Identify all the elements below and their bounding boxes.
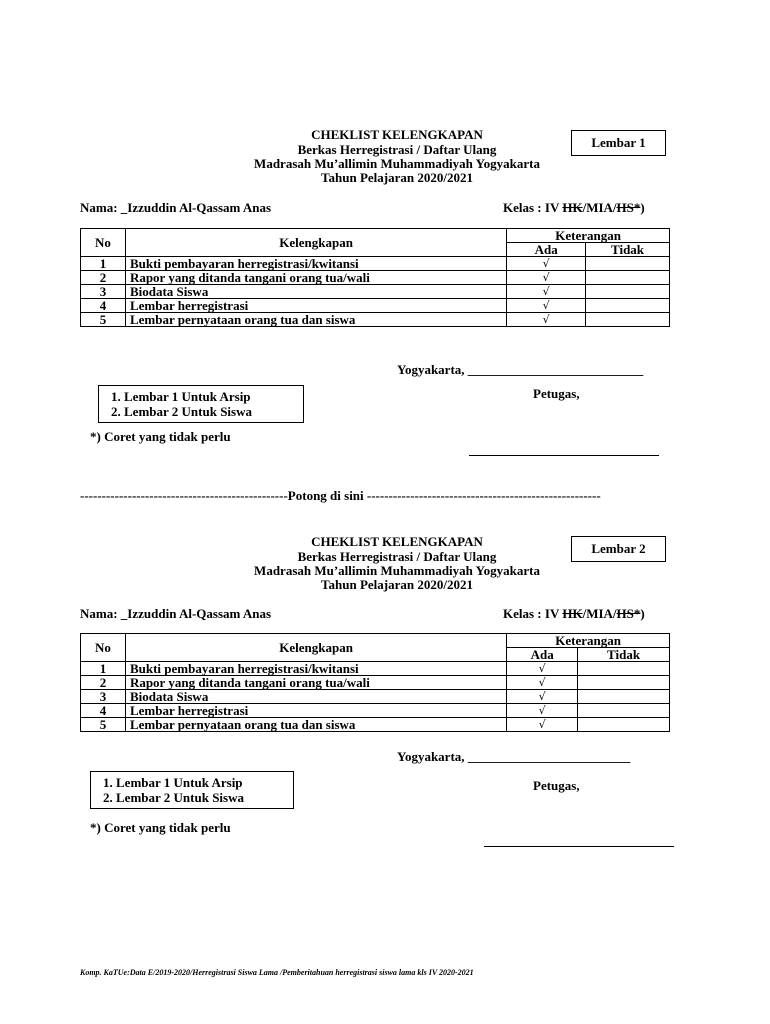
class-hs-struck: HS* [616, 200, 641, 215]
notes-box [98, 385, 304, 423]
table-row [81, 257, 670, 271]
class-hs-struck: HS* [616, 606, 641, 621]
row-tidak [586, 299, 670, 313]
row-item: Lembar pernyataan orang tua dan siswa [125, 313, 506, 327]
yogyakarta-date-line: Yogyakarta, _________________________ [397, 749, 631, 764]
col-kelengkapan-header: Kelengkapan [125, 634, 506, 662]
notes-box [90, 771, 294, 809]
class-mia: /MIA/ [582, 606, 617, 621]
table-row [81, 718, 670, 732]
col-ada-header: Ada [507, 648, 578, 662]
doc-title: CHEKLIST KELENGKAPAN [311, 534, 483, 549]
row-tidak [578, 704, 670, 718]
row-ada-check: √ [507, 271, 586, 285]
class-suffix: ) [640, 200, 645, 215]
row-no: 3 [81, 285, 126, 299]
class-hk-struck: HK [562, 606, 583, 621]
row-item: Lembar pernyataan orang tua dan siswa [125, 718, 506, 732]
note-line-1: 1. Lembar 1 Untuk Arsip [103, 775, 243, 790]
row-ada-check: √ [507, 313, 586, 327]
row-ada-check: √ [507, 676, 578, 690]
class-prefix: Kelas : IV [503, 606, 560, 621]
row-no: 2 [81, 271, 126, 285]
lembar-label: Lembar 2 [571, 536, 666, 562]
class-mia: /MIA/ [582, 200, 617, 215]
class-prefix: Kelas : IV [503, 200, 560, 215]
row-item: Biodata Siswa [125, 285, 506, 299]
row-ada-check: √ [507, 662, 578, 676]
row-tidak [578, 676, 670, 690]
table-row [81, 676, 670, 690]
row-tidak [586, 257, 670, 271]
col-no-header: No [81, 229, 126, 257]
table-row [81, 271, 670, 285]
note-line-1: 1. Lembar 1 Untuk Arsip [111, 389, 251, 404]
footer-path: Komp. KaTUe:Data E/2019-2020/Herregistrasi Siswa Lama /Pemberitahuan herregistrasi siswa lama kls IV 2020-2021 [80, 968, 474, 977]
row-item: Lembar herregistrasi [125, 299, 506, 313]
row-ada-check: √ [507, 690, 578, 704]
checklist-table [80, 228, 670, 327]
checklist-table [80, 633, 670, 732]
table-row [81, 313, 670, 327]
coret-note: *) Coret yang tidak perlu [90, 820, 231, 835]
student-name: Nama: _Izzuddin Al-Qassam Anas [80, 200, 272, 215]
doc-institution: Madrasah Mu’allimin Muhammadiyah Yogyakarta [254, 563, 540, 578]
col-kelengkapan-header: Kelengkapan [125, 229, 506, 257]
col-tidak-header: Tidak [586, 243, 670, 257]
lembar-label: Lembar 1 [571, 130, 666, 156]
signature-line [469, 455, 659, 456]
row-tidak [578, 690, 670, 704]
col-no-header: No [81, 634, 126, 662]
row-ada-check: √ [507, 718, 578, 732]
col-keterangan-header: Keterangan [507, 634, 670, 648]
row-no: 5 [81, 313, 126, 327]
row-tidak [586, 271, 670, 285]
row-item: Bukti pembayaran herregistrasi/kwitansi [125, 257, 506, 271]
doc-year: Tahun Pelajaran 2020/2021 [321, 577, 473, 592]
doc-subtitle: Berkas Herregistrasi / Daftar Ulang [297, 549, 497, 564]
doc-year: Tahun Pelajaran 2020/2021 [321, 170, 473, 185]
row-item: Biodata Siswa [125, 690, 506, 704]
row-tidak [586, 313, 670, 327]
table-row [81, 704, 670, 718]
row-no: 3 [81, 690, 126, 704]
row-no: 1 [81, 662, 126, 676]
row-ada-check: √ [507, 257, 586, 271]
note-line-2: 2. Lembar 2 Untuk Siswa [111, 404, 252, 419]
row-item: Rapor yang ditanda tangani orang tua/wali [125, 676, 506, 690]
row-tidak [578, 718, 670, 732]
class-hk-struck: HK [562, 200, 583, 215]
row-no: 1 [81, 257, 126, 271]
student-class [503, 200, 645, 216]
row-no: 4 [81, 704, 126, 718]
col-tidak-header: Tidak [578, 648, 670, 662]
signature-line [484, 846, 674, 847]
col-keterangan-header: Keterangan [507, 229, 670, 243]
petugas-label: Petugas, [533, 778, 580, 793]
row-no: 5 [81, 718, 126, 732]
note-line-2: 2. Lembar 2 Untuk Siswa [103, 790, 244, 805]
cut-line: ------------------------------------------------Potong di sini ------------------------------------------------------ [80, 488, 601, 503]
row-no: 2 [81, 676, 126, 690]
col-ada-header: Ada [507, 243, 586, 257]
row-ada-check: √ [507, 285, 586, 299]
row-item: Bukti pembayaran herregistrasi/kwitansi [125, 662, 506, 676]
student-class [503, 606, 645, 622]
doc-subtitle: Berkas Herregistrasi / Daftar Ulang [297, 142, 497, 157]
class-suffix: ) [640, 606, 645, 621]
row-no: 4 [81, 299, 126, 313]
petugas-label: Petugas, [533, 386, 580, 401]
student-name: Nama: _Izzuddin Al-Qassam Anas [80, 606, 272, 621]
table-row [81, 690, 670, 704]
table-row [81, 662, 670, 676]
row-tidak [586, 285, 670, 299]
row-ada-check: √ [507, 704, 578, 718]
doc-institution: Madrasah Mu’allimin Muhammadiyah Yogyakarta [254, 156, 540, 171]
row-item: Lembar herregistrasi [125, 704, 506, 718]
table-row [81, 299, 670, 313]
row-tidak [578, 662, 670, 676]
doc-title: CHEKLIST KELENGKAPAN [311, 127, 483, 142]
row-item: Rapor yang ditanda tangani orang tua/wali [125, 271, 506, 285]
coret-note: *) Coret yang tidak perlu [90, 429, 231, 444]
row-ada-check: √ [507, 299, 586, 313]
table-row [81, 285, 670, 299]
yogyakarta-date-line: Yogyakarta, ___________________________ [397, 362, 644, 377]
